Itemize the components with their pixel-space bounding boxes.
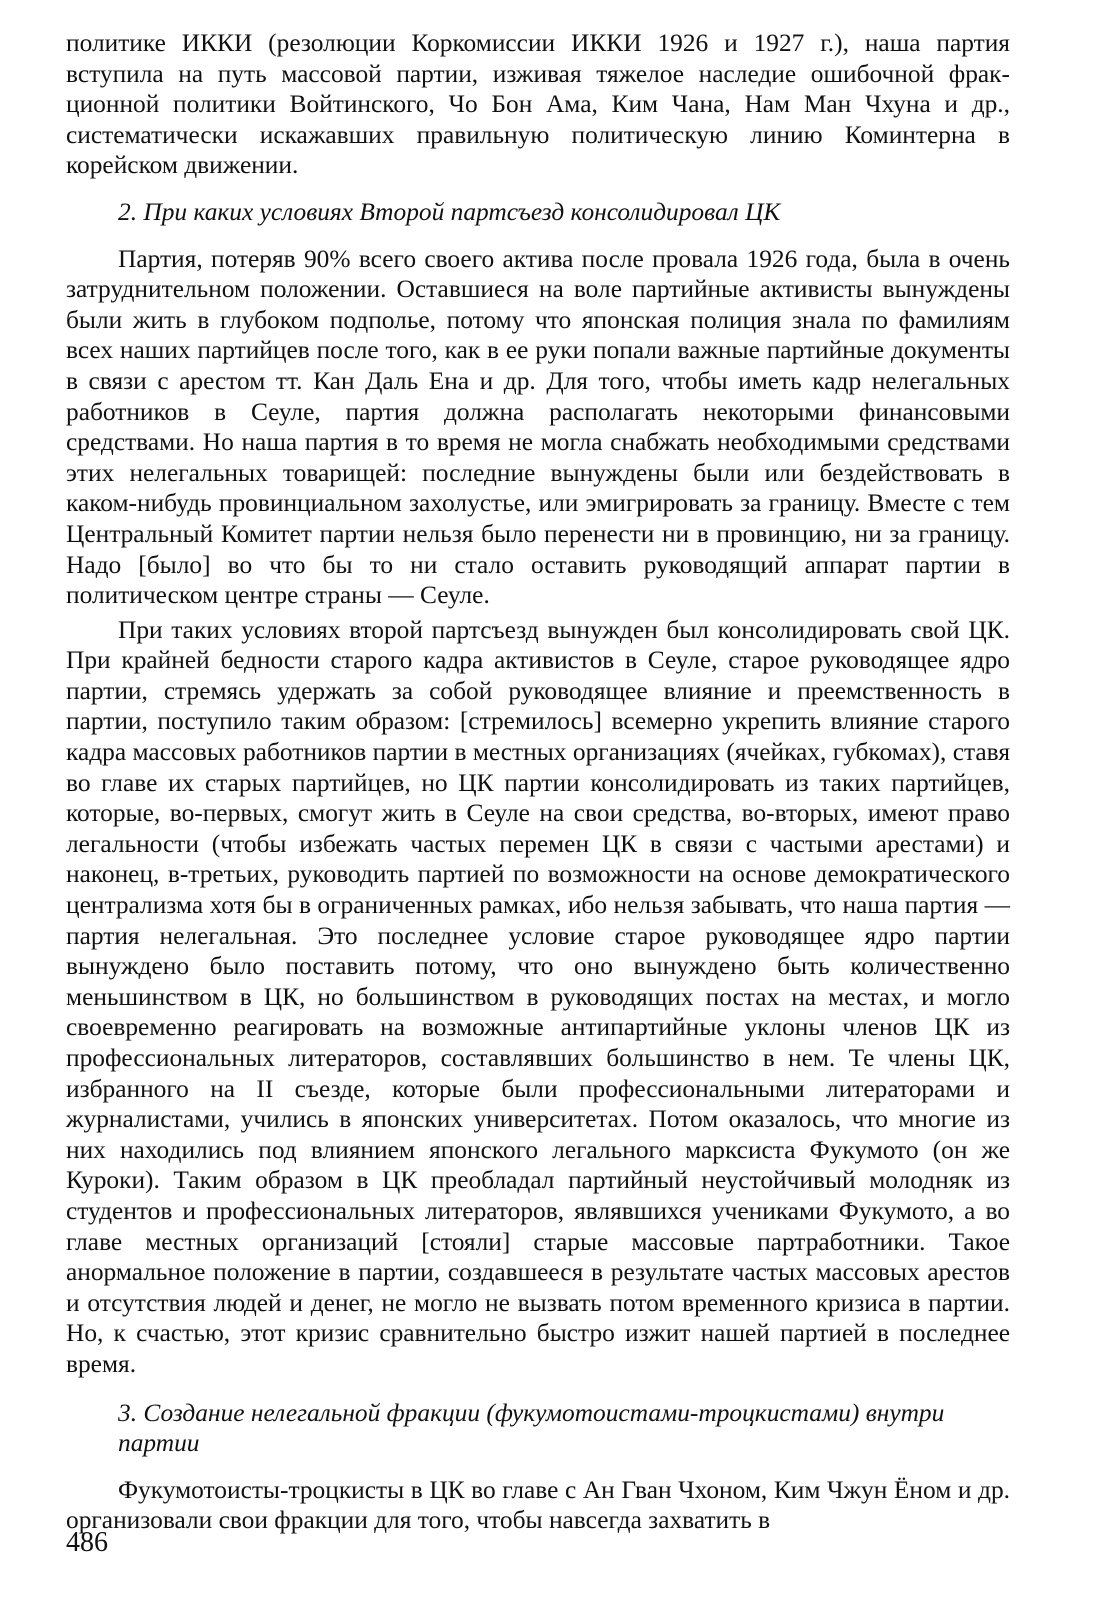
page-number: 486 — [66, 1527, 108, 1558]
section-heading-3: 3. Создание нелегальной фракции (фукумотоистами-троцкистами) внутри партии — [118, 1398, 945, 1458]
paragraph: Фукумотоисты-троцкисты в ЦК во главе с Ан Гван Чхоном, Ким Чжун Ёном и др. организовали свои фракции для того, чтобы навсегда захватить в — [66, 1475, 1010, 1535]
page-body — [66, 28, 1010, 1536]
paragraph: Партия, потеряв 90% всего своего актива после провала 1926 года, была в очень затруднительном положении. Оставшиеся на воле партийные активисты вынуждены были жить в глубоком подполье, потому что японская полиция знала по фамилиям всех наших партийцев после того, как в ее руки попали важные партийные документы в связи с арестом тт. Кан Даль Ена и др. Для того, чтобы иметь кадр нелегальных работников в Сеуле, партия должна располагать некоторыми финансовыми средствами. Но наша партия в то время не могла снабжать необходимыми средствами этих нелегальных товарищей: последние вынуждены были или бездействовать в каком-нибудь провинциальном захолустье, или эмигрировать за границу. Вместе с тем Центральный Комитет партии нельзя было перенести ни в провинцию, ни за границу. Надо [было] во что бы то ни стало оставить руководящий аппарат партии в политическом центре страны — Сеуле. — [66, 244, 1010, 610]
paragraph-continued: политике ИККИ (резолюции Коркомиссии ИККИ 1926 и 1927 г.), наша партия вступила на путь массовой партии, изживая тяжелое наследие ошибочной фракционной политики Войтинского, Чо Бон Ама, Ким Чана, Нам Ман Чхуна и др., систематически искажавших правильную политическую линию Коминтерна в корейском движении. — [66, 29, 1010, 180]
section-heading-2: 2. При каких условиях Второй партсъезд консолидировал ЦК — [118, 197, 781, 226]
paragraph: При таких условиях второй партсъезд вынужден был консолидировать свой ЦК. При крайней бедности старого кадра активистов в Сеуле, старое руководящее ядро партии, стремясь удержать за собой руководящее влияние и преемственность в партии, поступило таким образом: [стремилось] всемерно укрепить влияние старого кадра массовых работников партии в местных организациях (ячейках, губкомах), ставя во главе их старых партийцев, но ЦК партии консолидировать из таких партийцев, которые, во-первых, смогут жить в Сеуле на свои средства, во-вторых, имеют право легальности (чтобы избежать частых перемен ЦК в связи с частыми арестами) и наконец, в-третьих, руководить партией по возможности на основе демократического централизма хотя бы в ограниченных рамках, ибо нельзя забывать, что наша партия — партия нелегальная. Это последнее условие старое руководящее ядро партии вынуждено было поставить потому, что оно вынуждено быть количественно меньшинством в ЦК, но большинством в руководящих постах на местах, и могло своевременно реагировать на возможные антипартийные уклоны членов ЦК из профессиональных литераторов, составлявших большинство в нем. Те члены ЦК, избранного на II съезде, которые были профессиональными литераторами и журналистами, учились в японских университетах. Потом оказалось, что многие из них находились под влиянием японского легального марксиста Фукумото (он же Куроки). Таким образом в ЦК преобладал партийный неустойчивый молодняк из студентов и профессиональных литераторов, являвшихся учениками Фукумото, а во главе местных организаций [стояли] старые массовые партработники. Такое анормальное положение в партии, создавшееся в результате частых массовых арестов и отсутствия людей и денег, не могло не вызвать потом временного кризиса в партии. Но, к счастью, этот кризис сравнительно быстро изжит нашей партией в последнее время. — [66, 615, 1010, 1378]
